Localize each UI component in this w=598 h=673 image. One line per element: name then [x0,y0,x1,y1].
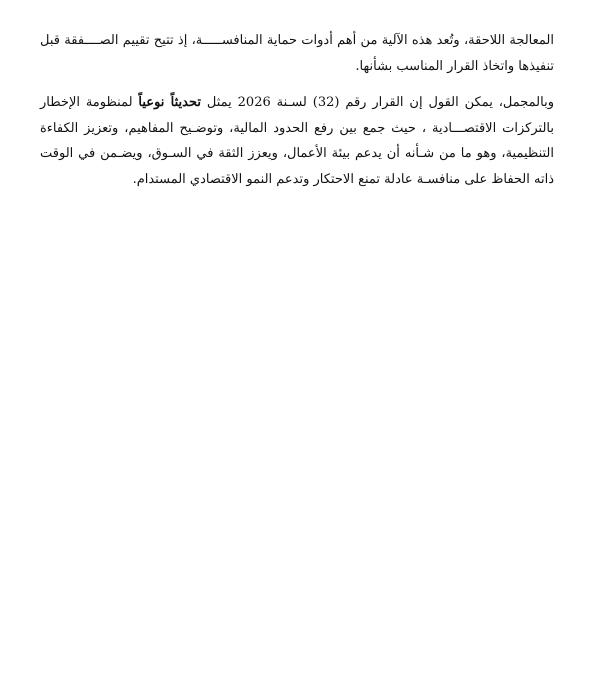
paragraph-conclusion [40,90,554,192]
conclusion-text-end: لمنظومة الإخطار بالتركزات الاقتصـــادية ، حيث جمع بين رفع الحدود المالية، وتوضـيح المفاهيم، وتعزيز الكفاءة التنظيمية، وهو ما من شـأنه أن يدعم بيئة الأعمال، ويعزز الثقة في السـوق، ويضـمن في الوقت ذاته الحفاظ على منافسـة عادلة تمنع الاحتكار وتدعم النمو الاقتصادي المستدام. [40,95,554,187]
document-body [40,28,554,192]
conclusion-bold-phrase: تحديثاً نوعياً [138,95,201,110]
paragraph-review-mechanism: المعالجة اللاحقة، وتُعد هذه الآلية من أهم أدوات حماية المنافســـــة، إذ تتيح تقييم الصــــفقة قبل تنفيذها واتخاذ القرار المناسب بشأنها. [40,33,554,74]
conclusion-text-start: وبالمجمل، يمكن القول إن القرار رقم (32) لسـنة 2026 يمثل [201,95,554,110]
